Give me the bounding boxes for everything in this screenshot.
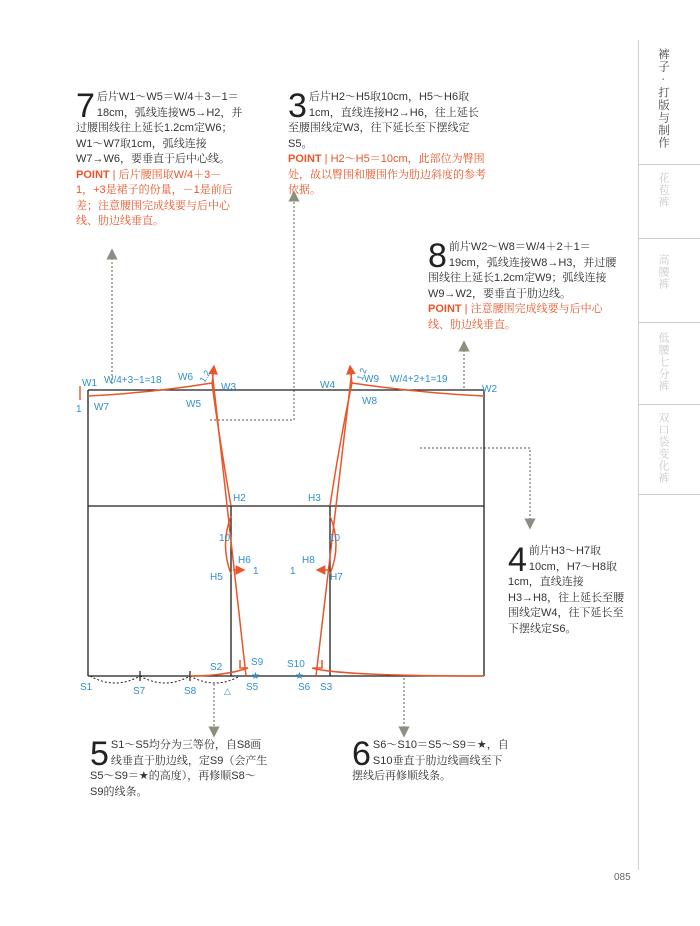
step-8-number: 8	[428, 237, 447, 275]
dim-front-waist: W/4+2+1=19	[390, 374, 448, 385]
label-w3: W3	[221, 382, 236, 393]
label-s10: S10	[287, 659, 305, 670]
step-4-number: 4	[508, 541, 527, 579]
label-s5: S5	[246, 682, 259, 693]
label-s8: S8	[184, 686, 197, 697]
leader-lines	[112, 196, 530, 732]
dim-rise-right: 1.2	[354, 366, 369, 382]
dim-back-waist: W/4+3−1=18	[104, 375, 162, 386]
label-s3: S3	[320, 682, 333, 693]
dim-one-h8: 1	[290, 566, 296, 577]
step-3-point-text: H2～H5＝10cm，此部位为臀围处，故以臀围和腰围作为肋边斜度的参考依据。	[288, 153, 486, 196]
step-8-text: 前片W2～W8＝W/4＋2＋1＝19cm，弧线连接W8→H3，并过腰围线往上延长1.2cm定W9；弧线连接W9→W2，要垂直于肋边线。	[428, 241, 617, 300]
page-number: 085	[614, 872, 631, 883]
label-h6: H6	[238, 555, 251, 566]
step-3-text: 后片H2～H5取10cm，H5～H6取1cm，直线连接H2→H6，往上延长至腰围线定W3，往下延长至下摆线定S5。	[288, 91, 479, 150]
dim-ten-left: 10	[219, 533, 231, 544]
label-w6: W6	[178, 372, 193, 383]
front-side-straight	[316, 370, 352, 676]
sidebar-item-3[interactable]: 低腰七分裤	[657, 332, 669, 392]
step-8-point-label: POINT	[428, 303, 462, 315]
label-w8: W8	[362, 396, 377, 407]
front-hem-curve	[312, 668, 484, 676]
label-h2: H2	[233, 493, 246, 504]
label-w1: W1	[82, 378, 97, 389]
triangle-mark: △	[224, 686, 231, 696]
step-5-number: 5	[90, 735, 109, 773]
dim-rise-left: 1.2	[197, 368, 213, 385]
leader-step-4	[420, 448, 530, 524]
label-s1: S1	[80, 682, 93, 693]
label-w9: W9	[364, 374, 379, 385]
step-6-text: S6～S10＝S5～S9＝★，自S10垂直于肋边线画线至下摆线后再修顺线条。	[352, 739, 509, 782]
label-w7: W7	[94, 402, 109, 413]
base-frame	[88, 390, 484, 676]
label-s7: S7	[133, 686, 146, 697]
back-hip-arc	[226, 516, 232, 574]
label-h3: H3	[308, 493, 321, 504]
step-7-text: 后片W1～W5＝W/4＋3－1＝18cm，弧线连接W5→H2，并过腰围线往上延长1.2cm定W6；W1～W7取1cm，弧线连接W7→W6，要垂直于后中心线。	[76, 91, 243, 165]
label-h7: H7	[330, 572, 343, 583]
label-s2: S2	[210, 662, 223, 673]
step-3-number: 3	[288, 87, 307, 125]
step-6-number: 6	[352, 735, 371, 773]
label-h8: H8	[302, 555, 315, 566]
label-s9: S9	[251, 657, 264, 668]
sidebar-item-4[interactable]: 双口袋变化裤	[657, 412, 669, 484]
step-4-text: 前片H3～H7取10cm，H7～H8取1cm，直线连接H3→H8，往上延长至腰围线定W4，往下延长至下摆线定S6。	[508, 545, 625, 635]
division-arc-3	[190, 676, 240, 683]
sidebar-item-1[interactable]: 花苞裤	[657, 172, 669, 208]
star-left: ★	[251, 671, 260, 682]
step-7-point-text: 后片腰围取W/4＋3－1，+3是裙子的份量，－1是前后差；注意腰围完成线要与后中心线、肋边线垂直。	[76, 168, 233, 227]
dim-ten-right: 10	[329, 533, 341, 544]
star-right: ★	[295, 671, 304, 682]
step-7-point: POINT | 后片腰围取W/4＋3－1，+3是裙子的份量，－1是前后差；注意腰围完成线要与后中心线、肋边线垂直。	[76, 168, 233, 227]
step-5-text: S1～S5均分为三等份，自S8画线垂直于肋边线，定S9（会产生S5～S9＝★的高度），再修顺S8～S9的线条。	[90, 739, 268, 798]
label-h5: H5	[210, 572, 223, 583]
step-3-point-label: POINT	[288, 153, 322, 165]
label-s6: S6	[298, 682, 311, 693]
step-3-point: POINT | H2～H5＝10cm，此部位为臀围处，故以臀围和腰围作为肋边斜度的参考依据。	[288, 153, 486, 196]
division-arc-2	[140, 676, 190, 683]
division-arc-1	[90, 676, 140, 683]
step-7-point-label: POINT	[76, 168, 110, 181]
chapter-title: 裤子 · 打版与制作	[657, 48, 669, 149]
label-w2: W2	[482, 384, 497, 395]
step-7-number: 7	[76, 87, 95, 125]
dim-one-h6: 1	[253, 566, 259, 577]
step-8-point-text: 注意腰围完成线要与后中心线、肋边线垂直。	[428, 303, 603, 331]
step-8-point: POINT | 注意腰围完成线要与后中心线、肋边线垂直。	[428, 303, 603, 331]
sidebar-item-2[interactable]: 高腰裤	[657, 254, 669, 290]
label-w4: W4	[320, 380, 335, 391]
label-w5: W5	[186, 399, 201, 410]
hem-divisions	[90, 676, 240, 683]
dim-one-left: 1	[76, 404, 82, 415]
construction-lines	[88, 370, 484, 676]
